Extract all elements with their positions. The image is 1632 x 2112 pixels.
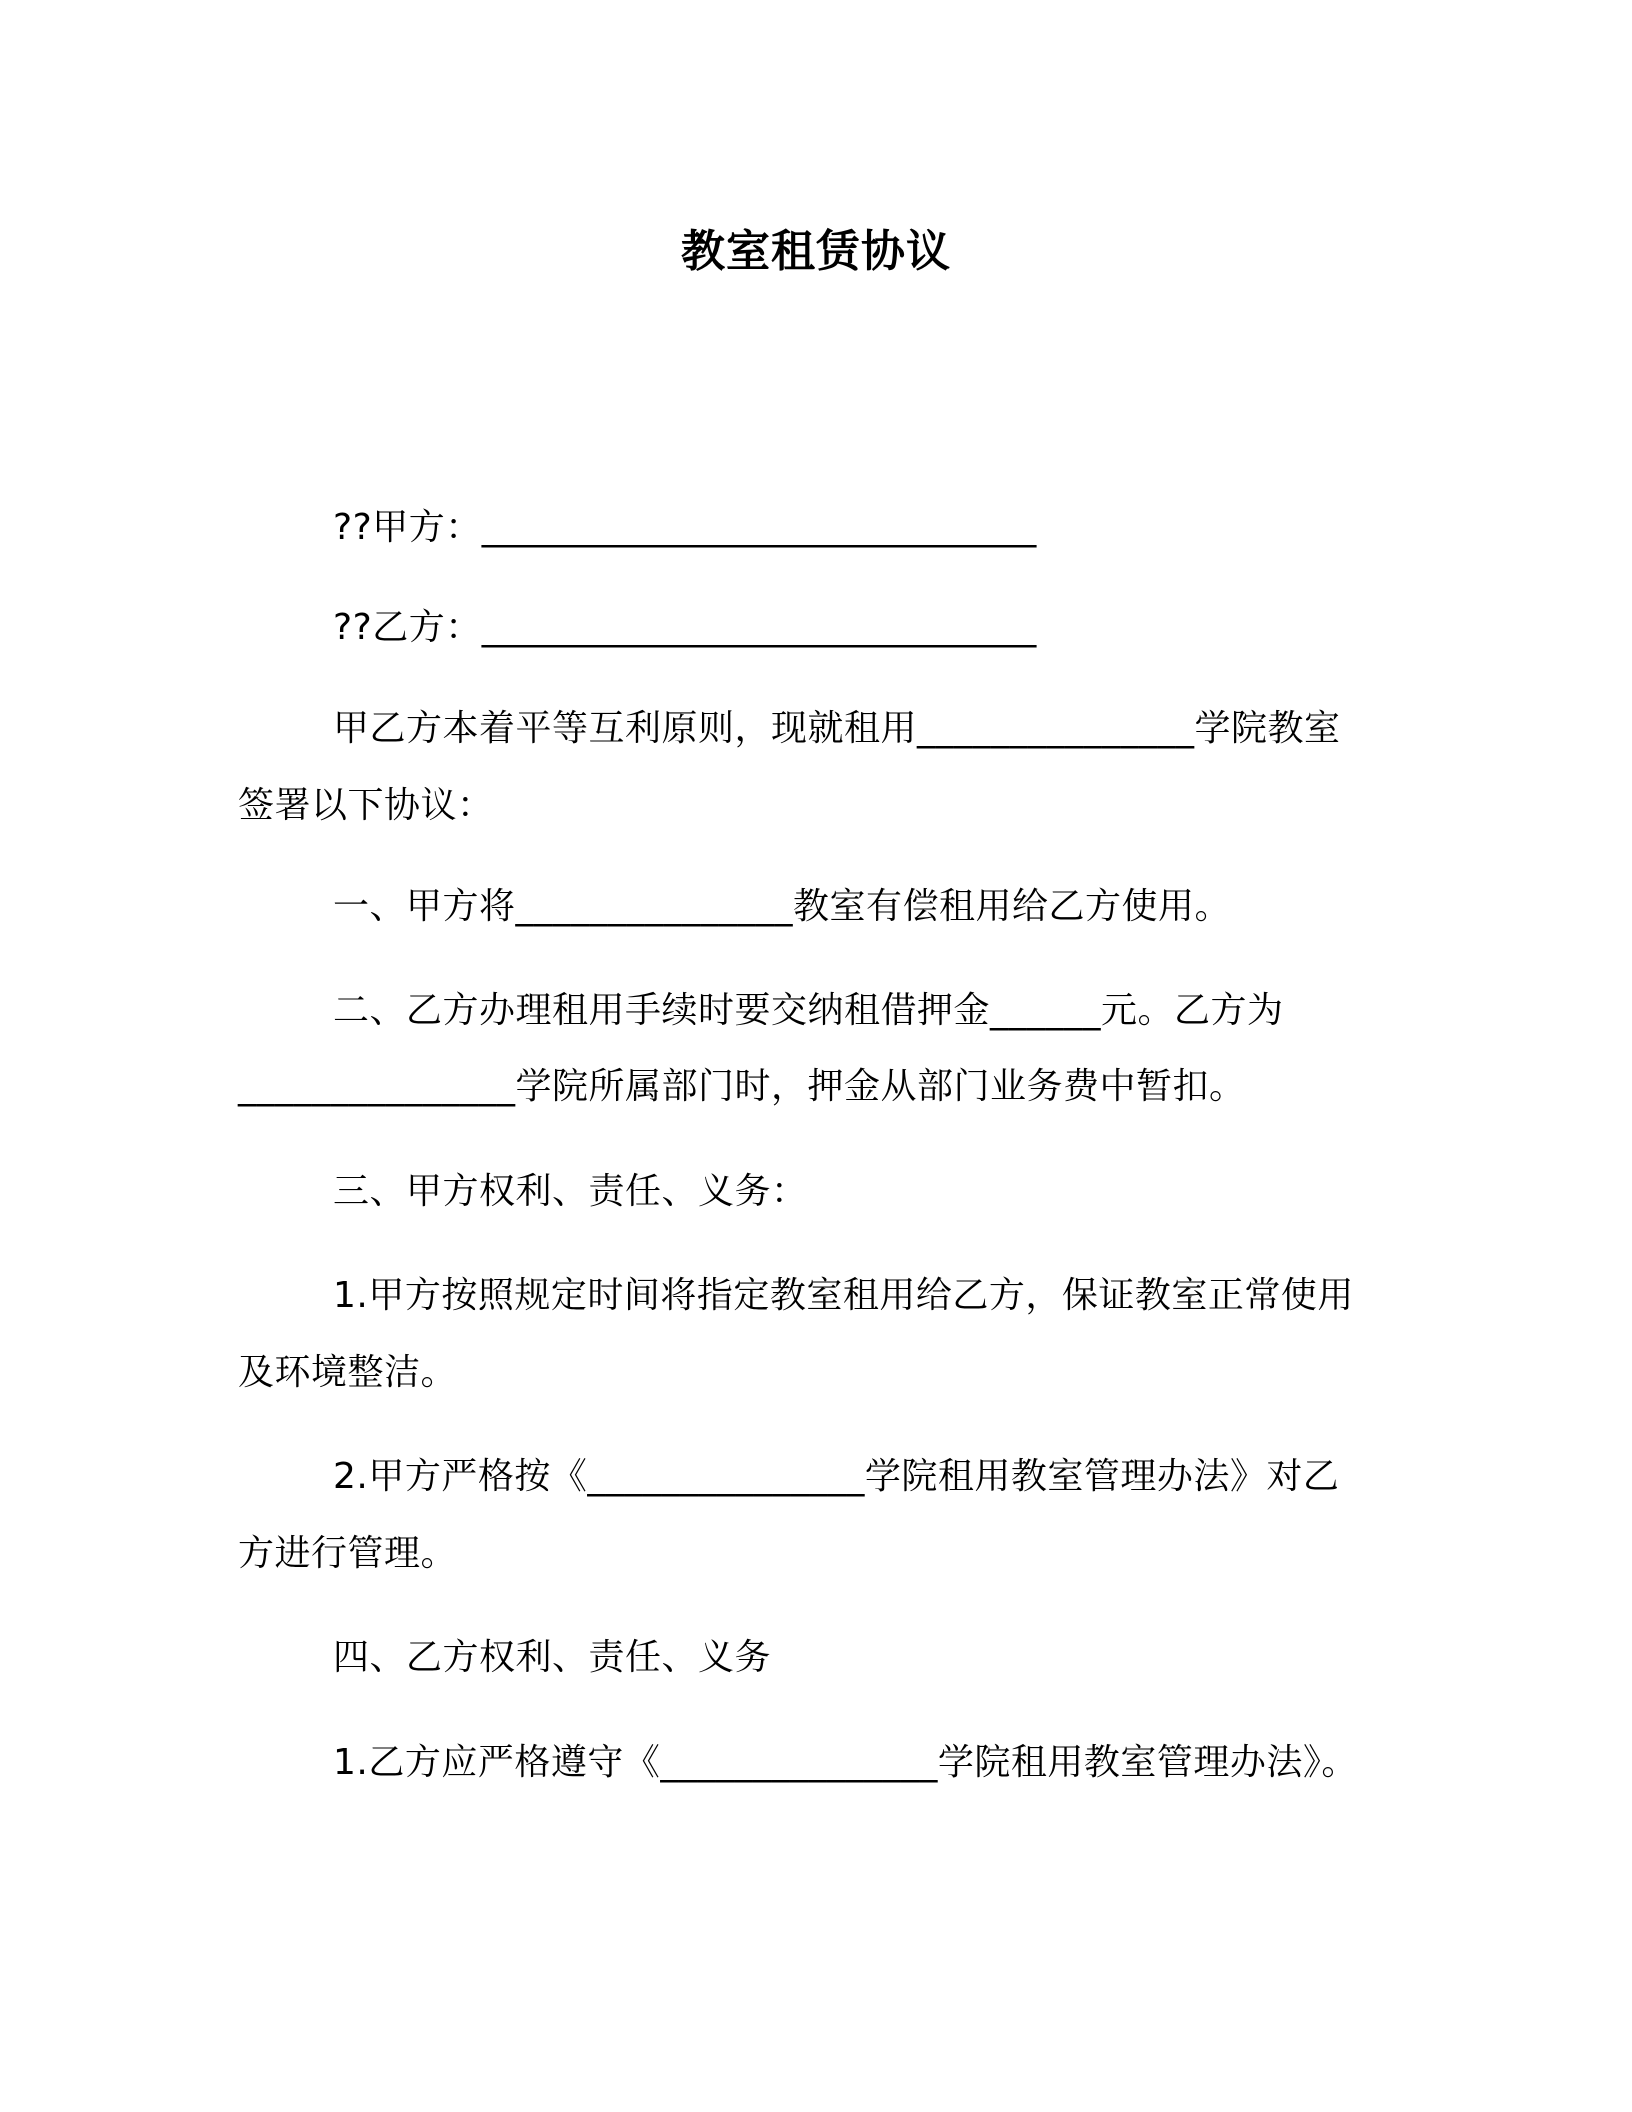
party-a-line: ??甲方：______________________________ [333, 507, 1037, 548]
clause-2-line-2: _______________学院所属部门时，押金从部门业务费中暂扣。 [238, 1066, 1246, 1107]
section-3-item-1-line-2: 及环境整洁。 [238, 1352, 458, 1393]
section-3-heading: 三、甲方权利、责任、义务： [333, 1171, 808, 1212]
document-title: 教室租赁协议 [681, 226, 951, 277]
party-b-line: ??乙方：______________________________ [333, 607, 1037, 648]
clause-2-line-1: 二、乙方办理租用手续时要交纳租借押金______元。乙方为 [333, 990, 1284, 1031]
section-4-heading: 四、乙方权利、责任、义务 [333, 1637, 772, 1678]
preamble-line-2: 签署以下协议： [238, 785, 494, 826]
section-3-item-2-line-2: 方进行管理。 [238, 1533, 458, 1574]
section-3-item-1-line-1: 1.甲方按照规定时间将指定教室租用给乙方，保证教室正常使用 [333, 1275, 1354, 1316]
clause-1: 一、甲方将_______________教室有偿租用给乙方使用。 [333, 886, 1232, 927]
section-3-item-2-line-1: 2.甲方严格按《_______________学院租用教室管理办法》对乙 [333, 1456, 1340, 1497]
preamble-line-1: 甲乙方本着平等互利原则，现就租用_______________学院教室 [333, 708, 1341, 749]
section-4-item-1: 1.乙方应严格遵守《_______________学院租用教室管理办法》。 [333, 1742, 1358, 1783]
